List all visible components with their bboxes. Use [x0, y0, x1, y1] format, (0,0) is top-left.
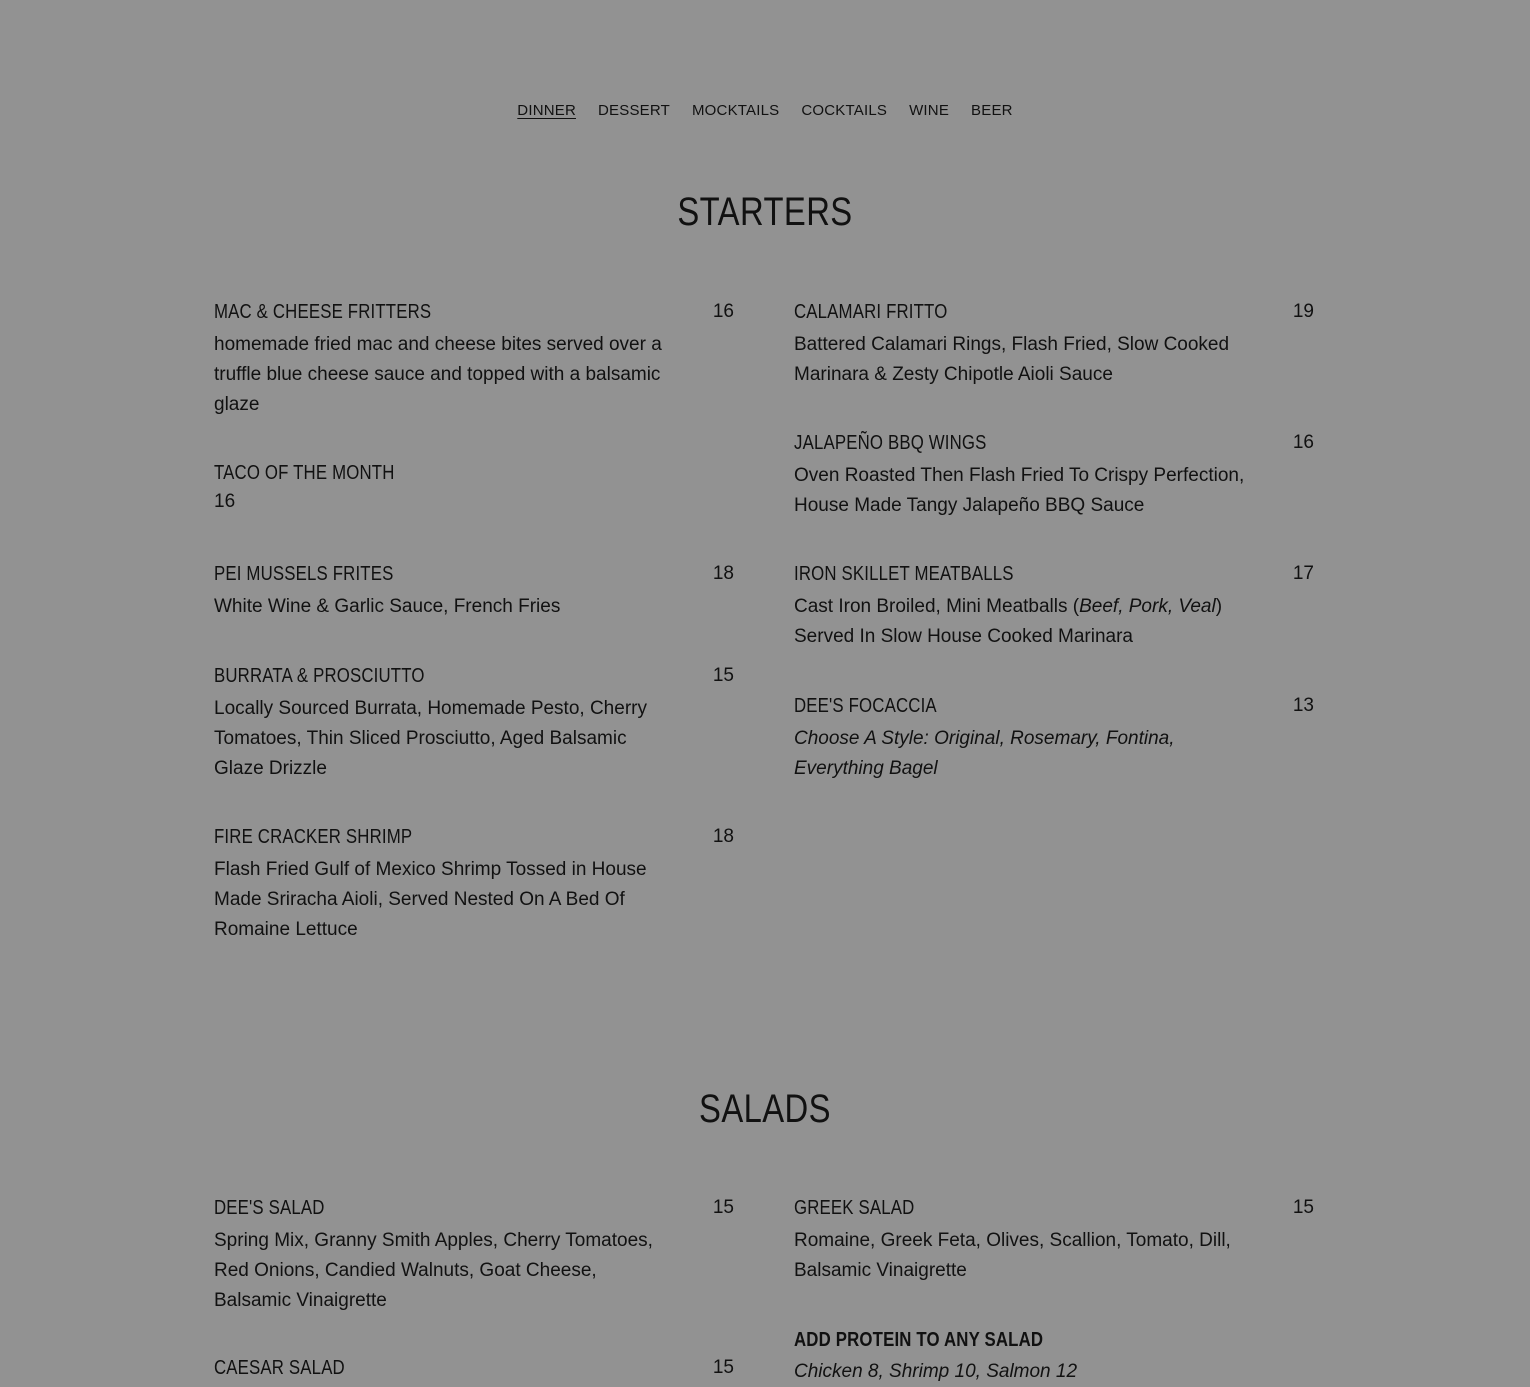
menu-item-description: Romaine, Greek Feta, Olives, Scallion, Tomato, Dill, Balsamic Vinaigrette [794, 1230, 1231, 1281]
menu-item-protein-addon [794, 1327, 1314, 1387]
desc-text: Cast Iron Broiled, Mini Meatballs ( [794, 596, 1080, 617]
menu-item-description: Flash Fried Gulf of Mexico Shrimp Tossed in House Made Sriracha Aioli, Served Nested On A Bed Of Romaine Lettuce [214, 859, 647, 940]
menu-item-description: Battered Calamari Rings, Flash Fried, Slow Cooked Marinara & Zesty Chipotle Aioli Sauce [794, 334, 1230, 385]
menu-item-name: ADD PROTEIN TO ANY SALAD [794, 1329, 1044, 1351]
nav-tab-mocktails[interactable]: MOCKTAILS [691, 102, 780, 119]
menu-item-name: JALAPEÑO BBQ WINGS [794, 432, 987, 454]
menu-item-name: FIRE CRACKER SHRIMP [214, 826, 413, 848]
menu-item [794, 693, 1314, 784]
desc-text: ) Served In Slow House Cooked Marinara [794, 596, 1223, 647]
menu-item-description [794, 592, 1256, 652]
menu-item [214, 460, 734, 513]
menu-item-description: Spring Mix, Granny Smith Apples, Cherry Tomatoes, Red Onions, Candied Walnuts, Goat Cheese, Balsamic Vinaigrette [214, 1230, 653, 1311]
menu-item-name: MAC & CHEESE FRITTERS [214, 301, 432, 323]
menu-item [214, 1195, 734, 1316]
menu-item [794, 1195, 1314, 1286]
menu-item-price: 17 [1292, 563, 1314, 584]
menu-item-description: Locally Sourced Burrata, Homemade Pesto, Cherry Tomatoes, Thin Sliced Prosciutto, Aged Balsamic Glaze Drizzle [214, 698, 647, 779]
menu-item [214, 663, 734, 784]
menu-item [794, 299, 1314, 390]
menu-item-name: GREEK SALAD [794, 1197, 915, 1219]
menu-item-price: 19 [1292, 301, 1314, 322]
nav-tab-beer[interactable]: BEER [971, 102, 1013, 119]
menu-item-description: Choose A Style: Original, Rosemary, Fontina, Everything Bagel [794, 728, 1175, 779]
menu-item [214, 824, 734, 945]
menu-item-price: 16 [712, 301, 734, 322]
menu-item-price: 15 [712, 665, 734, 686]
menu-item-price: 16 [1292, 432, 1314, 453]
menu-item-name: DEE'S FOCACCIA [794, 695, 937, 717]
menu-item-price: 13 [1292, 695, 1314, 716]
nav-tab-cocktails[interactable]: COCKTAILS [801, 102, 888, 119]
menu-item-name: CALAMARI FRITTO [794, 301, 948, 323]
section-title-salads: SALADS [699, 1087, 831, 1131]
desc-text-italic: Beef, Pork, Veal [1079, 596, 1216, 617]
menu-item-description: Chicken 8, Shrimp 10, Salmon 12 [794, 1361, 1078, 1382]
menu-item-name: DEE'S SALAD [214, 1197, 325, 1219]
menu-item-name: TACO OF THE MONTH [214, 462, 395, 484]
menu-item-price: 15 [712, 1357, 734, 1378]
menu-item [214, 1355, 734, 1381]
menu-item-price: 15 [712, 1197, 734, 1218]
menu-item-name: PEI MUSSELS FRITES [214, 563, 394, 585]
section-title-starters: STARTERS [677, 190, 853, 234]
menu-item [794, 561, 1314, 652]
menu-item [794, 430, 1314, 521]
menu-item-name: BURRATA & PROSCIUTTO [214, 665, 425, 687]
nav-tab-dessert[interactable]: DESSERT [598, 102, 670, 119]
menu-item-description: Oven Roasted Then Flash Fried To Crispy Perfection, House Made Tangy Jalapeño BBQ Sauce [794, 465, 1245, 516]
menu-item-name: IRON SKILLET MEATBALLS [794, 563, 1014, 585]
menu-item-name: CAESAR SALAD [214, 1357, 345, 1379]
menu-item-price: 15 [1292, 1197, 1314, 1218]
nav-tab-wine[interactable]: WINE [909, 102, 950, 119]
nav-tab-dinner[interactable]: DINNER [517, 102, 576, 119]
menu-item-description: homemade fried mac and cheese bites served over a truffle blue cheese sauce and topped with a balsamic glaze [214, 334, 662, 415]
menu-item-price: 16 [214, 491, 236, 512]
menu-item-price: 18 [712, 826, 734, 847]
menu-item [214, 561, 734, 622]
menu-item [214, 299, 734, 420]
menu-category-nav [0, 102, 1530, 119]
menu-item-price: 18 [712, 563, 734, 584]
menu-item-description: White Wine & Garlic Sauce, French Fries [214, 596, 561, 617]
